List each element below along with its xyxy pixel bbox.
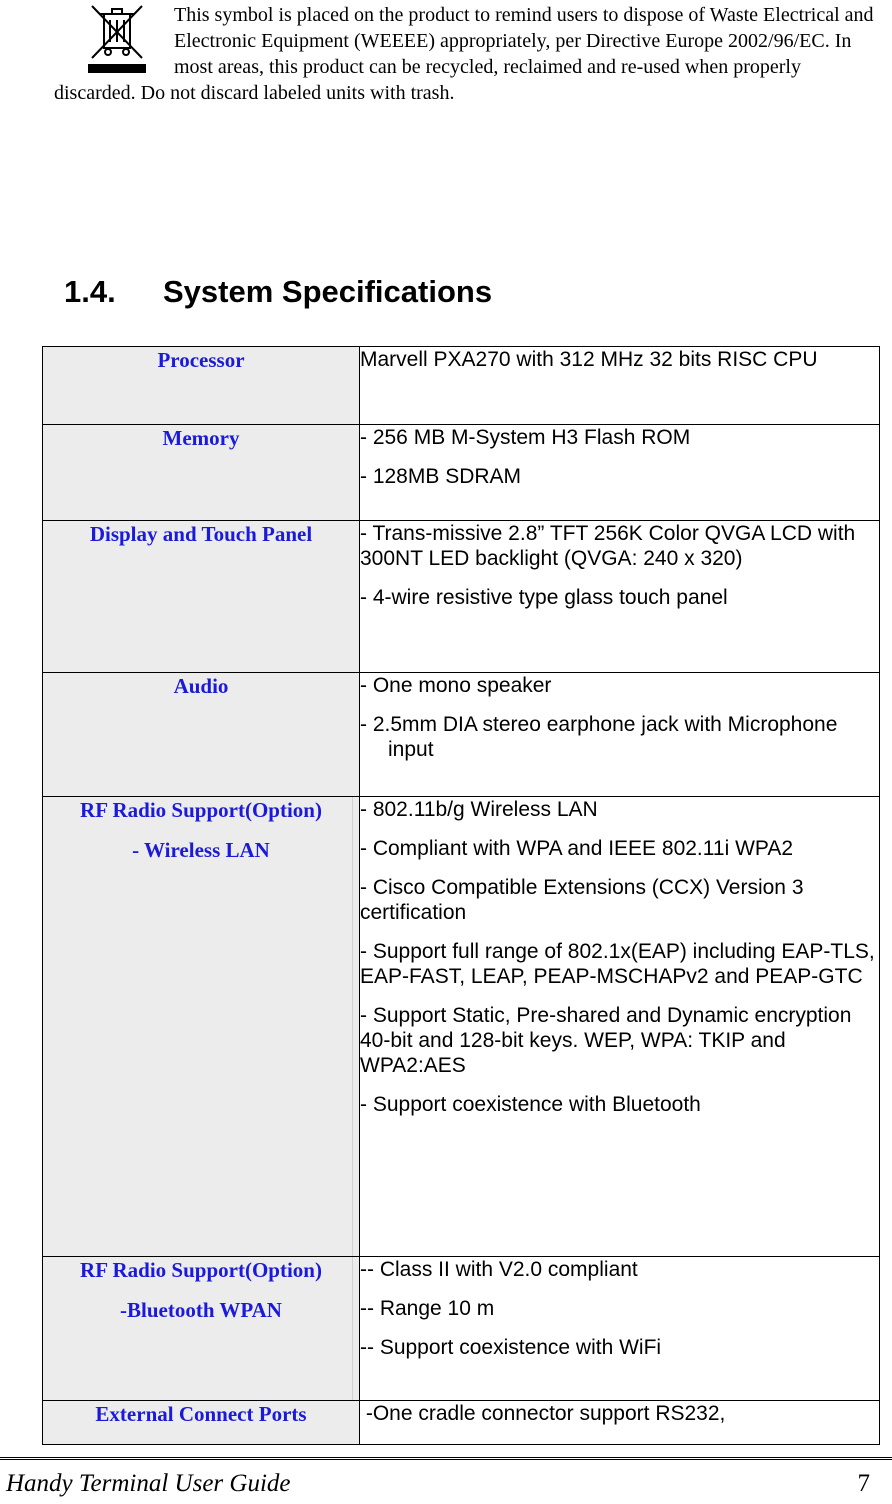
spec-label: RF Radio Support(Option) -Bluetooth WPAN: [43, 1257, 360, 1401]
spec-line: - Trans-missive 2.8” TFT 256K Color QVGA LCD with 300NT LED backlight (QVGA: 240 x 320): [360, 522, 856, 570]
spec-line: - One mono speaker: [360, 674, 552, 697]
spec-line: - 802.11b/g Wireless LAN: [360, 798, 598, 821]
spec-line: - Support full range of 802.1x(EAP) including EAP-TLS, EAP-FAST, LEAP, PEAP-MSCHAPv2 and PEAP-GTC: [360, 940, 875, 988]
spec-line: - Support coexistence with Bluetooth: [360, 1093, 701, 1116]
section-number: 1.4.: [64, 274, 116, 309]
spec-value: [360, 1257, 880, 1401]
crossed-out-wheelie-bin-icon: [78, 2, 158, 78]
table-row: [43, 797, 880, 1257]
spec-line: Marvell PXA270 with 312 MHz 32 bits RISC CPU: [360, 348, 818, 371]
spec-sublabel: - Wireless LAN: [132, 838, 270, 862]
spec-value: [360, 347, 880, 425]
spec-label: Display and Touch Panel: [43, 521, 360, 673]
table-row: [43, 425, 880, 521]
page-footer: [0, 1457, 892, 1504]
table-row: [43, 521, 880, 673]
weee-notice: [54, 2, 884, 106]
spec-label: RF Radio Support(Option) - Wireless LAN: [43, 797, 360, 1257]
table-row: [43, 673, 880, 797]
spec-line: - 128MB SDRAM: [360, 465, 522, 488]
spec-line: - 2.5mm DIA stereo earphone jack with Microphone input: [360, 713, 838, 761]
table-row: [43, 347, 880, 425]
section-title: System Specifications: [163, 274, 493, 309]
spec-label: External Connect Ports: [43, 1401, 360, 1445]
weee-notice-text: This symbol is placed on the product to remind users to dispose of Waste Electrical and Electronic Equipment (WEEEE) appropriately, per Directive Europe 2002/96/EC. In most areas, this product can be recycled, reclaimed and re-used when properly discarded. Do not discard labeled units with trash.: [54, 4, 874, 104]
spec-line: - Cisco Compatible Extensions (CCX) Version 3 certification: [360, 876, 804, 924]
spec-line: - Support Static, Pre-shared and Dynamic encryption 40-bit and 128-bit keys. WEP, WPA: TKIP and WPA2:AES: [360, 1004, 852, 1077]
footer-page-number: 7: [857, 1470, 870, 1497]
spec-value: [360, 521, 880, 673]
spec-line: - 256 MB M-System H3 Flash ROM: [360, 426, 691, 449]
table-row: [43, 1401, 880, 1445]
spec-line: -- Support coexistence with WiFi: [360, 1336, 662, 1359]
spec-sublabel: -Bluetooth WPAN: [120, 1298, 282, 1322]
spec-label: Audio: [43, 673, 360, 797]
spec-line: -- Range 10 m: [360, 1297, 495, 1320]
spec-table: [42, 346, 880, 1445]
section-heading: [64, 272, 492, 312]
spec-line: - 4-wire resistive type glass touch panel: [360, 586, 728, 609]
spec-label: Processor: [43, 347, 360, 425]
spec-line: -One cradle connector support RS232,: [360, 1402, 726, 1425]
spec-value: [360, 425, 880, 521]
spec-value: [360, 673, 880, 797]
spec-label: Memory: [43, 425, 360, 521]
footer-doc-title: Handy Terminal User Guide: [6, 1470, 291, 1497]
spec-line: -- Class II with V2.0 compliant: [360, 1258, 638, 1281]
spec-value: [360, 797, 880, 1257]
spec-line: - Compliant with WPA and IEEE 802.11i WPA2: [360, 837, 794, 860]
table-row: [43, 1257, 880, 1401]
spec-value: [360, 1401, 880, 1445]
